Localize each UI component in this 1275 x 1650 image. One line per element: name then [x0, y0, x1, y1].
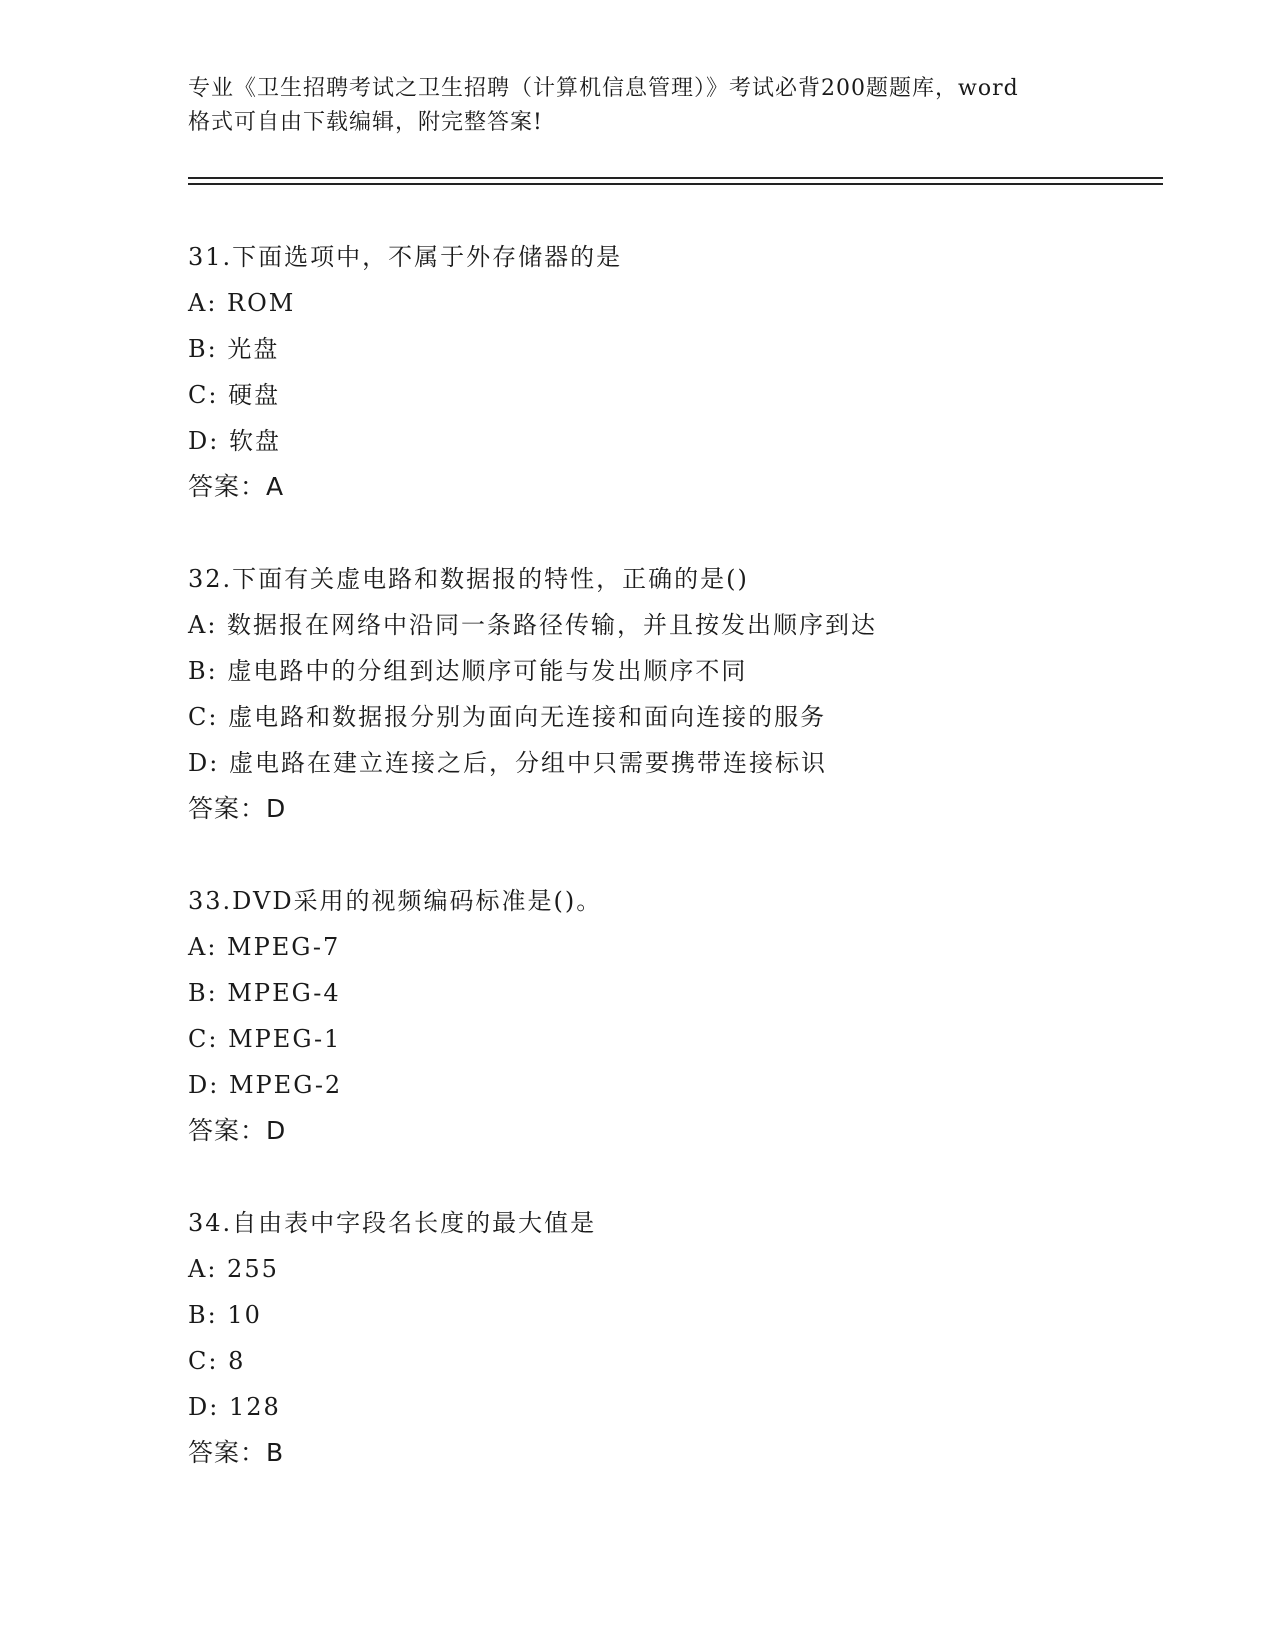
header-rule-bottom	[188, 183, 1163, 185]
question-stem: 31.下面选项中，不属于外存储器的是	[188, 243, 623, 271]
option-b: B: MPEG-4	[188, 979, 341, 1007]
option-b: B: 10	[188, 1301, 262, 1329]
question-stem: 32.下面有关虚电路和数据报的特性，正确的是()	[188, 565, 749, 593]
header-rule-top	[188, 177, 1163, 179]
option-a: A: ROM	[188, 289, 296, 317]
option-c: C: MPEG-1	[188, 1025, 342, 1053]
option-d: D: MPEG-2	[188, 1071, 343, 1099]
question-31	[188, 234, 1188, 510]
question-stem: 34.自由表中字段名长度的最大值是	[188, 1209, 597, 1237]
option-a: A: 255	[188, 1255, 279, 1283]
option-c: C: 虚电路和数据报分别为面向无连接和面向连接的服务	[188, 703, 827, 731]
answer: 答案：B	[188, 1438, 285, 1467]
question-stem: 33.DVD采用的视频编码标准是()。	[188, 887, 603, 915]
option-d: D: 128	[188, 1393, 281, 1421]
document-header	[188, 72, 1088, 140]
option-d: D: 虚电路在建立连接之后，分组中只需要携带连接标识	[188, 749, 827, 777]
answer: 答案：D	[188, 794, 287, 823]
header-line-2: 格式可自由下载编辑，附完整答案!	[188, 110, 543, 135]
option-d: D: 软盘	[188, 427, 281, 455]
answer: 答案：D	[188, 1116, 287, 1145]
option-c: C: 硬盘	[188, 381, 281, 409]
option-b: B: 虚电路中的分组到达顺序可能与发出顺序不同	[188, 657, 748, 685]
option-a: A: 数据报在网络中沿同一条路径传输，并且按发出顺序到达	[188, 611, 878, 639]
question-33	[188, 878, 1188, 1154]
header-line-1: 专业《卫生招聘考试之卫生招聘（计算机信息管理）》考试必背200题题库，word	[188, 76, 1019, 101]
option-b: B: 光盘	[188, 335, 280, 363]
option-c: C: 8	[188, 1347, 246, 1375]
question-32	[188, 556, 1188, 832]
answer: 答案：A	[188, 472, 285, 501]
option-a: A: MPEG-7	[188, 933, 341, 961]
question-34	[188, 1200, 1188, 1476]
